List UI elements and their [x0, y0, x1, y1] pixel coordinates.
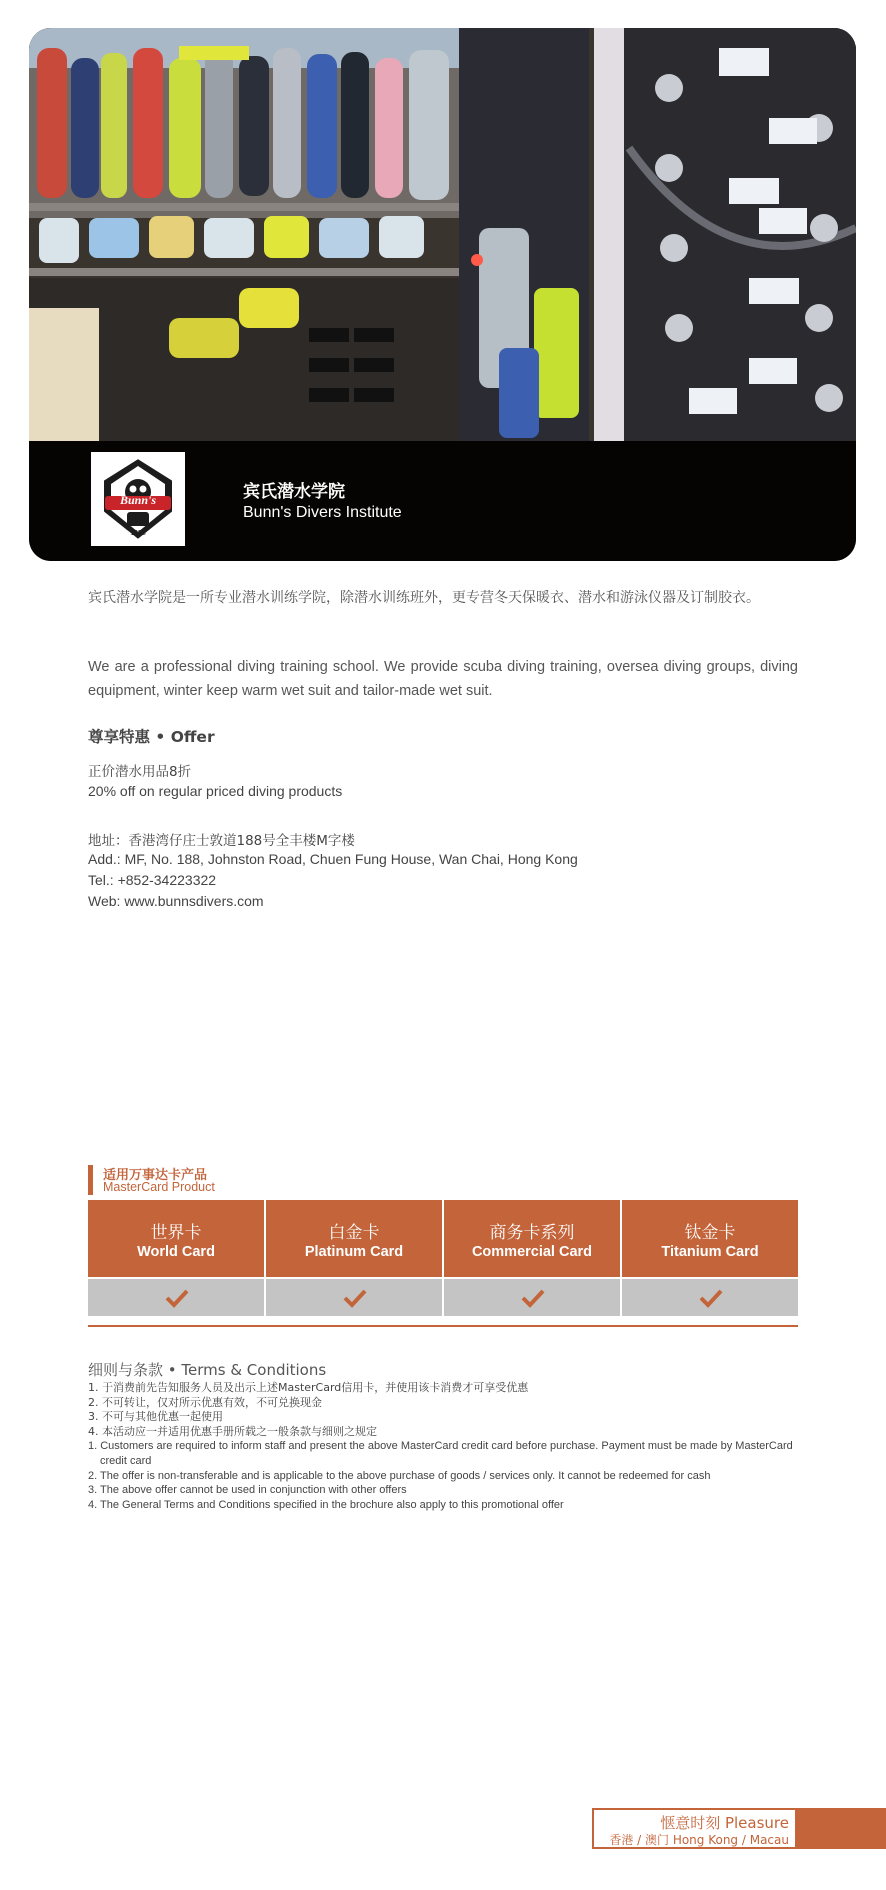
card-column-world [88, 1200, 264, 1316]
card-name-en: Commercial Card [471, 1244, 593, 1260]
intro-en: We are a professional diving training school. We provide scuba diving training, oversea diving groups, diving equipment, winter keep warm wet suit and tailor-made wet suit. [88, 659, 798, 699]
logo-wordmark: Bunn's [119, 493, 157, 507]
checkmark-icon [343, 1288, 367, 1308]
offer-cn: 正价潜水用品8折 [88, 764, 192, 780]
terms-item-en: 4. The General Terms and Conditions specified in the brochure also apply to this promotional offer [88, 1498, 564, 1511]
footer-slogan-box [592, 1808, 797, 1849]
dive-shop-illustration [29, 28, 856, 441]
merchant-name-en: Bunn's Divers Institute [243, 504, 402, 521]
card-name-cn: 商务卡系列 [489, 1223, 575, 1243]
website-link[interactable]: Web: www.bunnsdivers.com [88, 893, 264, 909]
merchant-name-cn: 宾氏潜水学院 [243, 482, 345, 502]
intro-cn: 宾氏潜水学院是一所专业潜水训练学院，除潜水训练班外，更专营冬天保暖衣、潜水和游泳仪器及订制胶衣。 [88, 590, 760, 606]
bunns-logo [91, 452, 185, 546]
card-name-en: Platinum Card [304, 1244, 404, 1260]
card-name-cn: 世界卡 [150, 1223, 202, 1243]
mastercard-heading-cn: 适用万事达卡产品 [103, 1168, 208, 1183]
terms-list [88, 1381, 798, 1512]
card-eligibility-cell [266, 1279, 442, 1316]
checkmark-icon [165, 1288, 189, 1308]
eligible-card-table [88, 1200, 798, 1316]
footer-region: 香港 / 澳门 Hong Kong / Macau [609, 1833, 789, 1847]
terms-item-cn: 4. 本活动应一并适用优惠手册所载之一般条款与细则之规定 [88, 1424, 377, 1438]
checkmark-icon [699, 1288, 723, 1308]
card-column-commercial [444, 1200, 620, 1316]
card-name-en: Titanium Card [661, 1244, 759, 1260]
checkmark-icon [521, 1288, 545, 1308]
address-cn: 地址：香港湾仔庄士敦道188号全丰楼M字楼 [88, 833, 355, 849]
address-en: Add.: MF, No. 188, Johnston Road, Chuen Fung House, Wan Chai, Hong Kong [88, 851, 578, 867]
shop-photo [29, 28, 856, 441]
terms-item-cn: 1. 于消费前先告知服务人员及出示上述MasterCard信用卡，并使用该卡消费才可享受优惠 [88, 1381, 529, 1394]
card-eligibility-cell [622, 1279, 798, 1316]
terms-item-cn: 2. 不可转让，仅对所示优惠有效，不可兑换现金 [88, 1395, 322, 1409]
merchant-name-bar [29, 441, 856, 561]
terms-item-cn: 3. 不可与其他优惠一起使用 [88, 1410, 223, 1424]
card-header [266, 1200, 442, 1277]
merchant-hero-card [29, 28, 856, 561]
terms-item-en: 2. The offer is non-transferable and is applicable to the above purchase of goods / services only. It cannot be redeemed for cash [88, 1469, 711, 1482]
section-divider [88, 1325, 798, 1327]
terms-heading: 细则与条款 • Terms & Conditions [88, 1361, 327, 1379]
card-name-en: World Card [137, 1244, 215, 1260]
card-name-cn: 钛金卡 [684, 1223, 736, 1243]
footer-slogan: 惬意时刻 Pleasure [660, 1814, 789, 1832]
svg-text:1958: 1958 [130, 530, 146, 537]
card-header [444, 1200, 620, 1277]
card-header [622, 1200, 798, 1277]
telephone: Tel.: +852-34223322 [88, 872, 217, 888]
offer-en: 20% off on regular priced diving products [88, 783, 343, 799]
mastercard-heading-en: MasterCard Product [103, 1180, 215, 1194]
mastercard-heading-accent [88, 1165, 93, 1195]
card-eligibility-cell [444, 1279, 620, 1316]
card-column-titanium [622, 1200, 798, 1316]
card-eligibility-cell [88, 1279, 264, 1316]
card-column-platinum [266, 1200, 442, 1316]
card-name-cn: 白金卡 [328, 1223, 380, 1243]
offer-heading: 尊享特惠 • Offer [88, 728, 215, 746]
card-header [88, 1200, 264, 1277]
footer-accent-bar [795, 1808, 886, 1849]
terms-item-en: 3. The above offer cannot be used in conjunction with other offers [88, 1484, 407, 1497]
terms-item-en: 1. Customers are required to inform staff and present the above MasterCard credit card before purchase. Payment must be made by MasterCard credit card [88, 1440, 793, 1467]
